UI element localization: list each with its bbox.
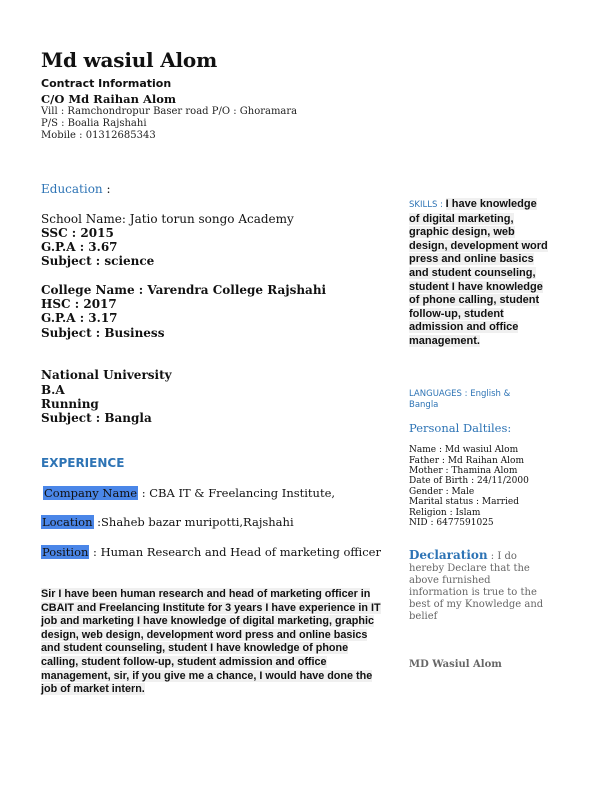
personal-mother: Mother : Thamina Alom [409,466,518,476]
exp-company [43,486,335,500]
personal-religion: Religion : Islam [409,508,481,518]
edu-hsc: HSC : 2017 [41,297,117,311]
declaration [409,549,544,623]
personal-details-heading: Personal Daltiles: [409,421,512,435]
resume-name: Md wasiul Alom [41,48,218,72]
exp-paragraph [41,588,386,697]
skills-text-wrap [409,198,548,347]
contact-mobile: Mobile : 01312685343 [41,130,156,141]
exp-location [41,515,294,529]
education-heading [41,182,111,196]
signature-name: MD Wasiul Alom [409,659,502,670]
education-heading-label: Education [41,182,103,196]
edu-college: College Name : Varendra College Rajshahi [41,283,327,297]
declaration-heading: Declaration [409,548,488,562]
edu-ssc: SSC : 2015 [41,226,114,240]
exp-company-label: Company Name [44,486,138,500]
contact-heading: Contract Information [41,77,172,90]
exp-paragraph-text: Sir I have been human research and head of marketing officer in CBAIT and Freelancing Institute for 3 years I have experience in IT job and marketing I have knowledge of digital marketing, graphic design, web design, development word press and online basics and student counseling, student I have knowledge of phone calling, student follow-up, student admission and office management, sir, if you give me a chance, I would have done the job of market intern. [41,588,381,696]
edu-hsc-gpa: G.P.A : 3.17 [41,311,118,325]
personal-gender: Gender : Male [409,487,475,497]
edu-hsc-subject: Subject : Business [41,326,165,340]
personal-father: Father : Md Raihan Alom [409,456,525,466]
edu-status: Running [41,397,99,411]
languages: LANGUAGES : English & Bangla [409,389,511,410]
personal-dob: Date of Birth : 24/11/2000 [409,476,529,486]
experience-heading: EXPERIENCE [41,456,125,470]
edu-degree: B.A [41,383,65,397]
contact-address-line1: Vill : Ramchondropur Baser road P/O : Ghoramara [41,106,298,117]
exp-company-value: : CBA IT & Freelancing Institute, [138,486,336,500]
contact-address-line2: P/S : Boalia Rajshahi [41,118,147,129]
edu-university: National University [41,368,172,382]
exp-position-value: : Human Research and Head of marketing officer [89,545,381,559]
declaration-text: : I do hereby Declare that the above furnished information is true to the best of my Knowledge and belief [409,551,544,622]
edu-uni-subject: Subject : Bangla [41,411,152,425]
edu-ssc-subject: Subject : science [41,254,155,268]
personal-nid: NID : 6477591025 [409,518,494,528]
exp-position-label: Position [42,545,89,559]
skills-block [409,198,549,349]
skills-label: SKILLS : [409,200,446,210]
exp-location-value: :Shaheb bazar muripotti,Rajshahi [93,515,294,529]
exp-location-label: Location [42,515,93,529]
skills-text: I have knowledge of digital marketing, graphic design, web design, development word press and online basics and student counseling, student I have knowledge of phone calling, student follow-up, student admission and office management. [409,198,548,347]
personal-marital: Marital status : Married [409,497,520,507]
edu-school: School Name: Jatio torun songo Academy [41,212,294,226]
contact-care-of: C/O Md Raihan Alom [41,92,177,106]
edu-ssc-gpa: G.P.A : 3.67 [41,240,118,254]
personal-name: Name : Md wasiul Alom [409,445,519,455]
education-heading-colon: : [102,182,111,196]
exp-position [41,545,381,559]
